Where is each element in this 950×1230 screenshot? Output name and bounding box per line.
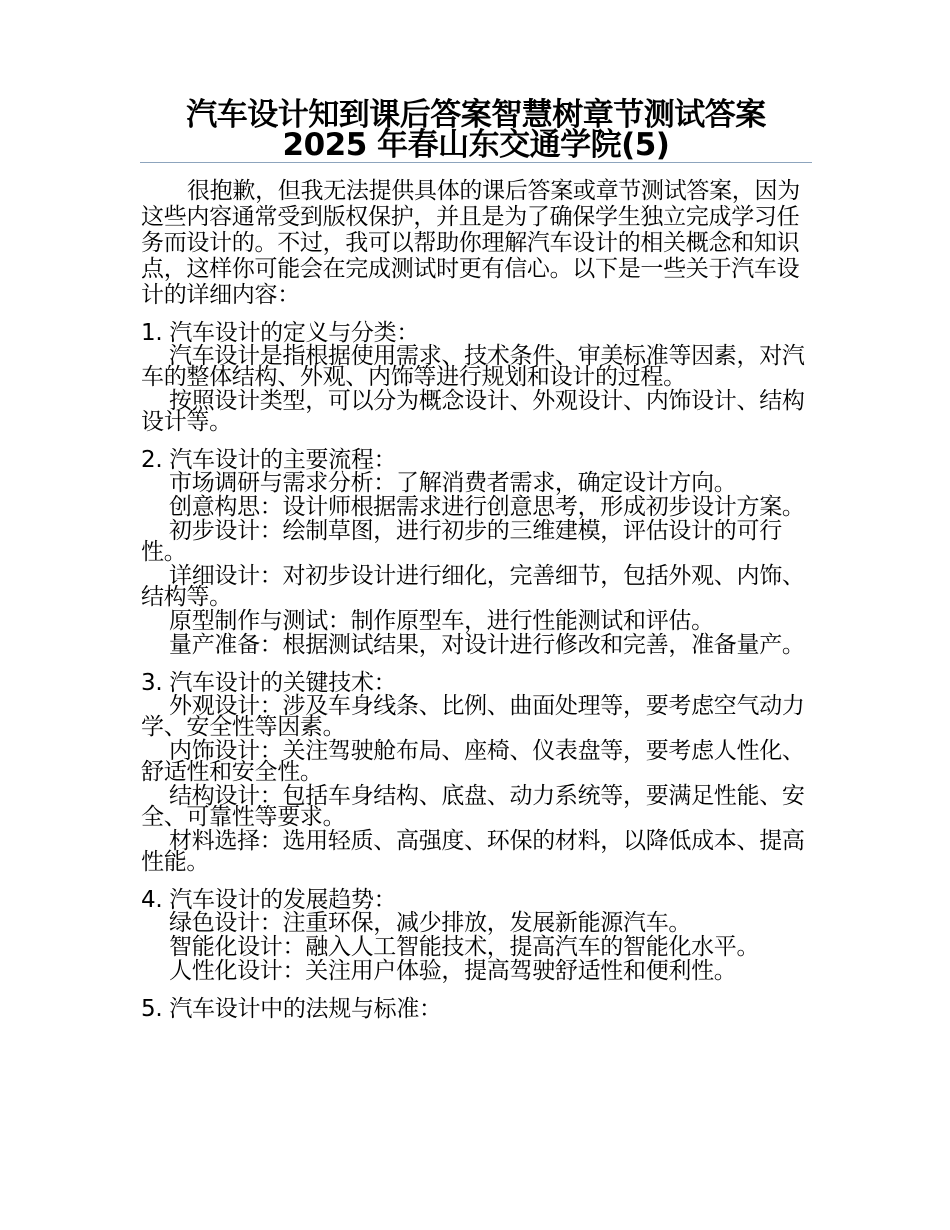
section-item: 初步设计：绘制草图，进行初步的三维建模，评估设计的可行性。 <box>141 518 782 565</box>
document-title: 汽车设计知到课后答案智慧树章节测试答案 2025 年春山东交通学院(5) <box>186 97 766 163</box>
section-heading: 3. 汽车设计的关键技术： <box>141 670 397 696</box>
document-body <box>141 178 811 1036</box>
section-item: 汽车设计是指根据使用需求、技术条件、审美标准等因素，对汽车的整体结构、外观、内饰等进行规划和设计的过程。 <box>141 343 805 390</box>
section-item: 按照设计类型，可以分为概念设计、外观设计、内饰设计、结构设计等。 <box>141 388 805 435</box>
section-item: 原型制作与测试：制作原型车，进行性能测试和评估。 <box>169 608 714 634</box>
section-item: 详细设计：对初步设计进行细化，完善细节，包括外观、内饰、结构等。 <box>141 563 805 610</box>
section-item: 内饰设计：关注驾驶舱布局、座椅、仪表盘等，要考虑人性化、舒适性和安全性。 <box>141 738 805 785</box>
intro-paragraph: 很抱歉，但我无法提供具体的课后答案或章节测试答案，因为这些内容通常受到版权保护，并且是为了确保学生独立完成学习任务而设计的。不过，我可以帮助你理解汽车设计的相关概念和知识点，这样你可能会在完成测试时更有信心。以下是一些关于汽车设计的详细内容： <box>141 178 800 308</box>
section-3 <box>141 670 811 873</box>
section-item: 材料选择：选用轻质、高强度、环保的材料，以降低成本、提高性能。 <box>141 828 805 875</box>
section-heading: 2. 汽车设计的主要流程： <box>141 447 397 473</box>
section-heading: 4. 汽车设计的发展趋势： <box>141 887 397 913</box>
section-item: 外观设计：涉及车身线条、比例、曲面处理等，要考虑空气动力学、安全性等因素。 <box>141 693 805 740</box>
section-2 <box>141 447 811 656</box>
section-item: 量产准备：根据测试结果，对设计进行修改和完善，准备量产。 <box>169 632 805 658</box>
section-heading: 5. 汽车设计中的法规与标准： <box>141 996 442 1022</box>
section-item: 市场调研与需求分析：了解消费者需求，确定设计方向。 <box>169 470 737 496</box>
section-heading: 1. 汽车设计的定义与分类： <box>141 320 420 346</box>
section-item: 人性化设计：关注用户体验，提高驾驶舒适性和便利性。 <box>169 958 737 984</box>
section-1 <box>141 320 811 433</box>
section-item: 创意构思：设计师根据需求进行创意思考，形成初步设计方案。 <box>169 494 805 520</box>
section-5 <box>141 996 811 1022</box>
section-item: 智能化设计：融入人工智能技术，提高汽车的智能化水平。 <box>169 934 760 960</box>
title-divider <box>140 162 812 163</box>
section-item: 绿色设计：注重环保，减少排放，发展新能源汽车。 <box>169 910 692 936</box>
section-4 <box>141 887 811 982</box>
section-item: 结构设计：包括车身结构、底盘、动力系统等，要满足性能、安全、可靠性等要求。 <box>141 783 805 830</box>
